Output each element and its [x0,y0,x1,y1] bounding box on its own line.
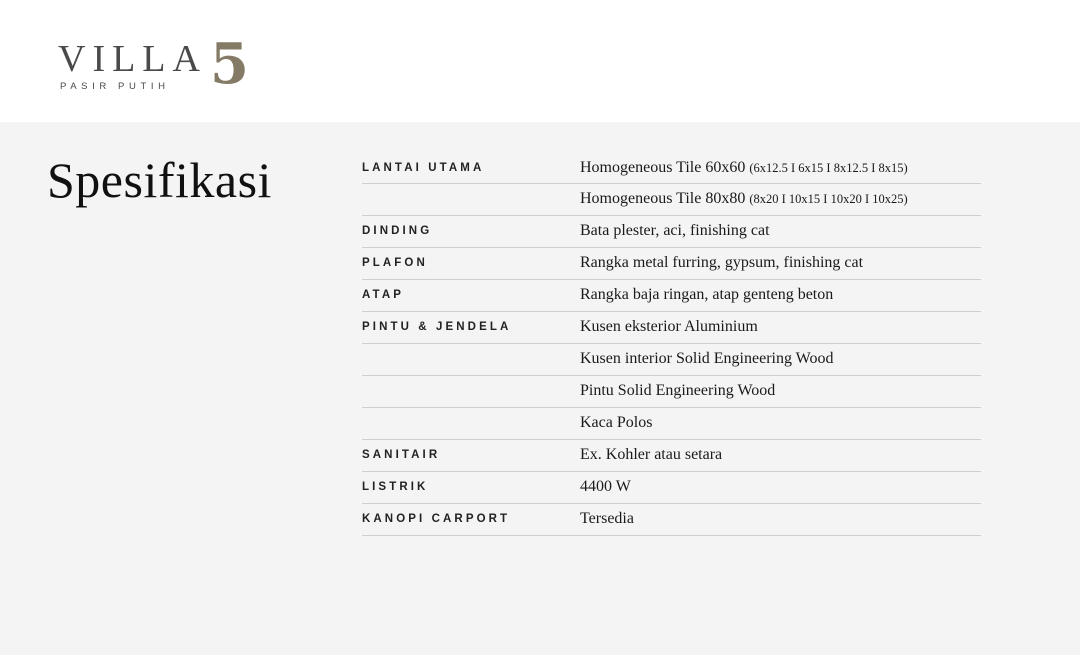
spec-value: Kusen interior Solid Engineering Wood [580,350,834,367]
spec-value-text: Homogeneous Tile 60x60 [580,159,746,176]
spec-value: Rangka metal furring, gypsum, finishing cat [580,254,864,271]
spec-label: SANITAIR [362,449,441,461]
spec-label: ATAP [362,289,404,301]
spec-row [362,280,981,312]
spec-value: Bata plester, aci, finishing cat [580,222,770,239]
spec-row [362,472,981,504]
spec-table [362,153,981,536]
spec-row [362,153,981,184]
spec-value: Kusen eksterior Aluminium [580,318,758,335]
spec-label: PLAFON [362,257,428,269]
spec-row [362,184,981,216]
spec-value: Tersedia [580,510,634,527]
spec-row [362,408,981,440]
logo-wordmark: VILLA [58,38,207,80]
spec-value-text: Homogeneous Tile 80x80 [580,190,746,207]
logo-subtitle: PASIR PUTIH [60,81,170,92]
spec-row [362,344,981,376]
spec-label: LISTRIK [362,481,429,493]
spec-row [362,440,981,472]
spec-row [362,312,981,344]
spec-value: Pintu Solid Engineering Wood [580,382,776,399]
spec-sizes: (6x12.5 I 6x15 I 8x12.5 I 8x15) [749,161,908,175]
logo-number: 5 [210,31,249,97]
spec-label: LANTAI UTAMA [362,162,485,174]
spec-row [362,504,981,536]
spec-row [362,248,981,280]
spec-label: DINDING [362,225,433,237]
spec-label: KANOPI CARPORT [362,513,511,525]
header [0,0,1080,122]
spec-value: Kaca Polos [580,414,653,431]
spec-value: Rangka baja ringan, atap genteng beton [580,286,834,303]
spec-value: Ex. Kohler atau setara [580,446,723,463]
spec-sizes: (8x20 I 10x15 I 10x20 I 10x25) [749,192,908,206]
spec-row [362,376,981,408]
page-title: Spesifikasi [47,152,272,208]
spec-row [362,216,981,248]
spec-value: 4400 W [580,478,631,495]
spec-value [580,159,908,177]
spec-label: PINTU & JENDELA [362,321,512,333]
spec-value [580,190,908,208]
